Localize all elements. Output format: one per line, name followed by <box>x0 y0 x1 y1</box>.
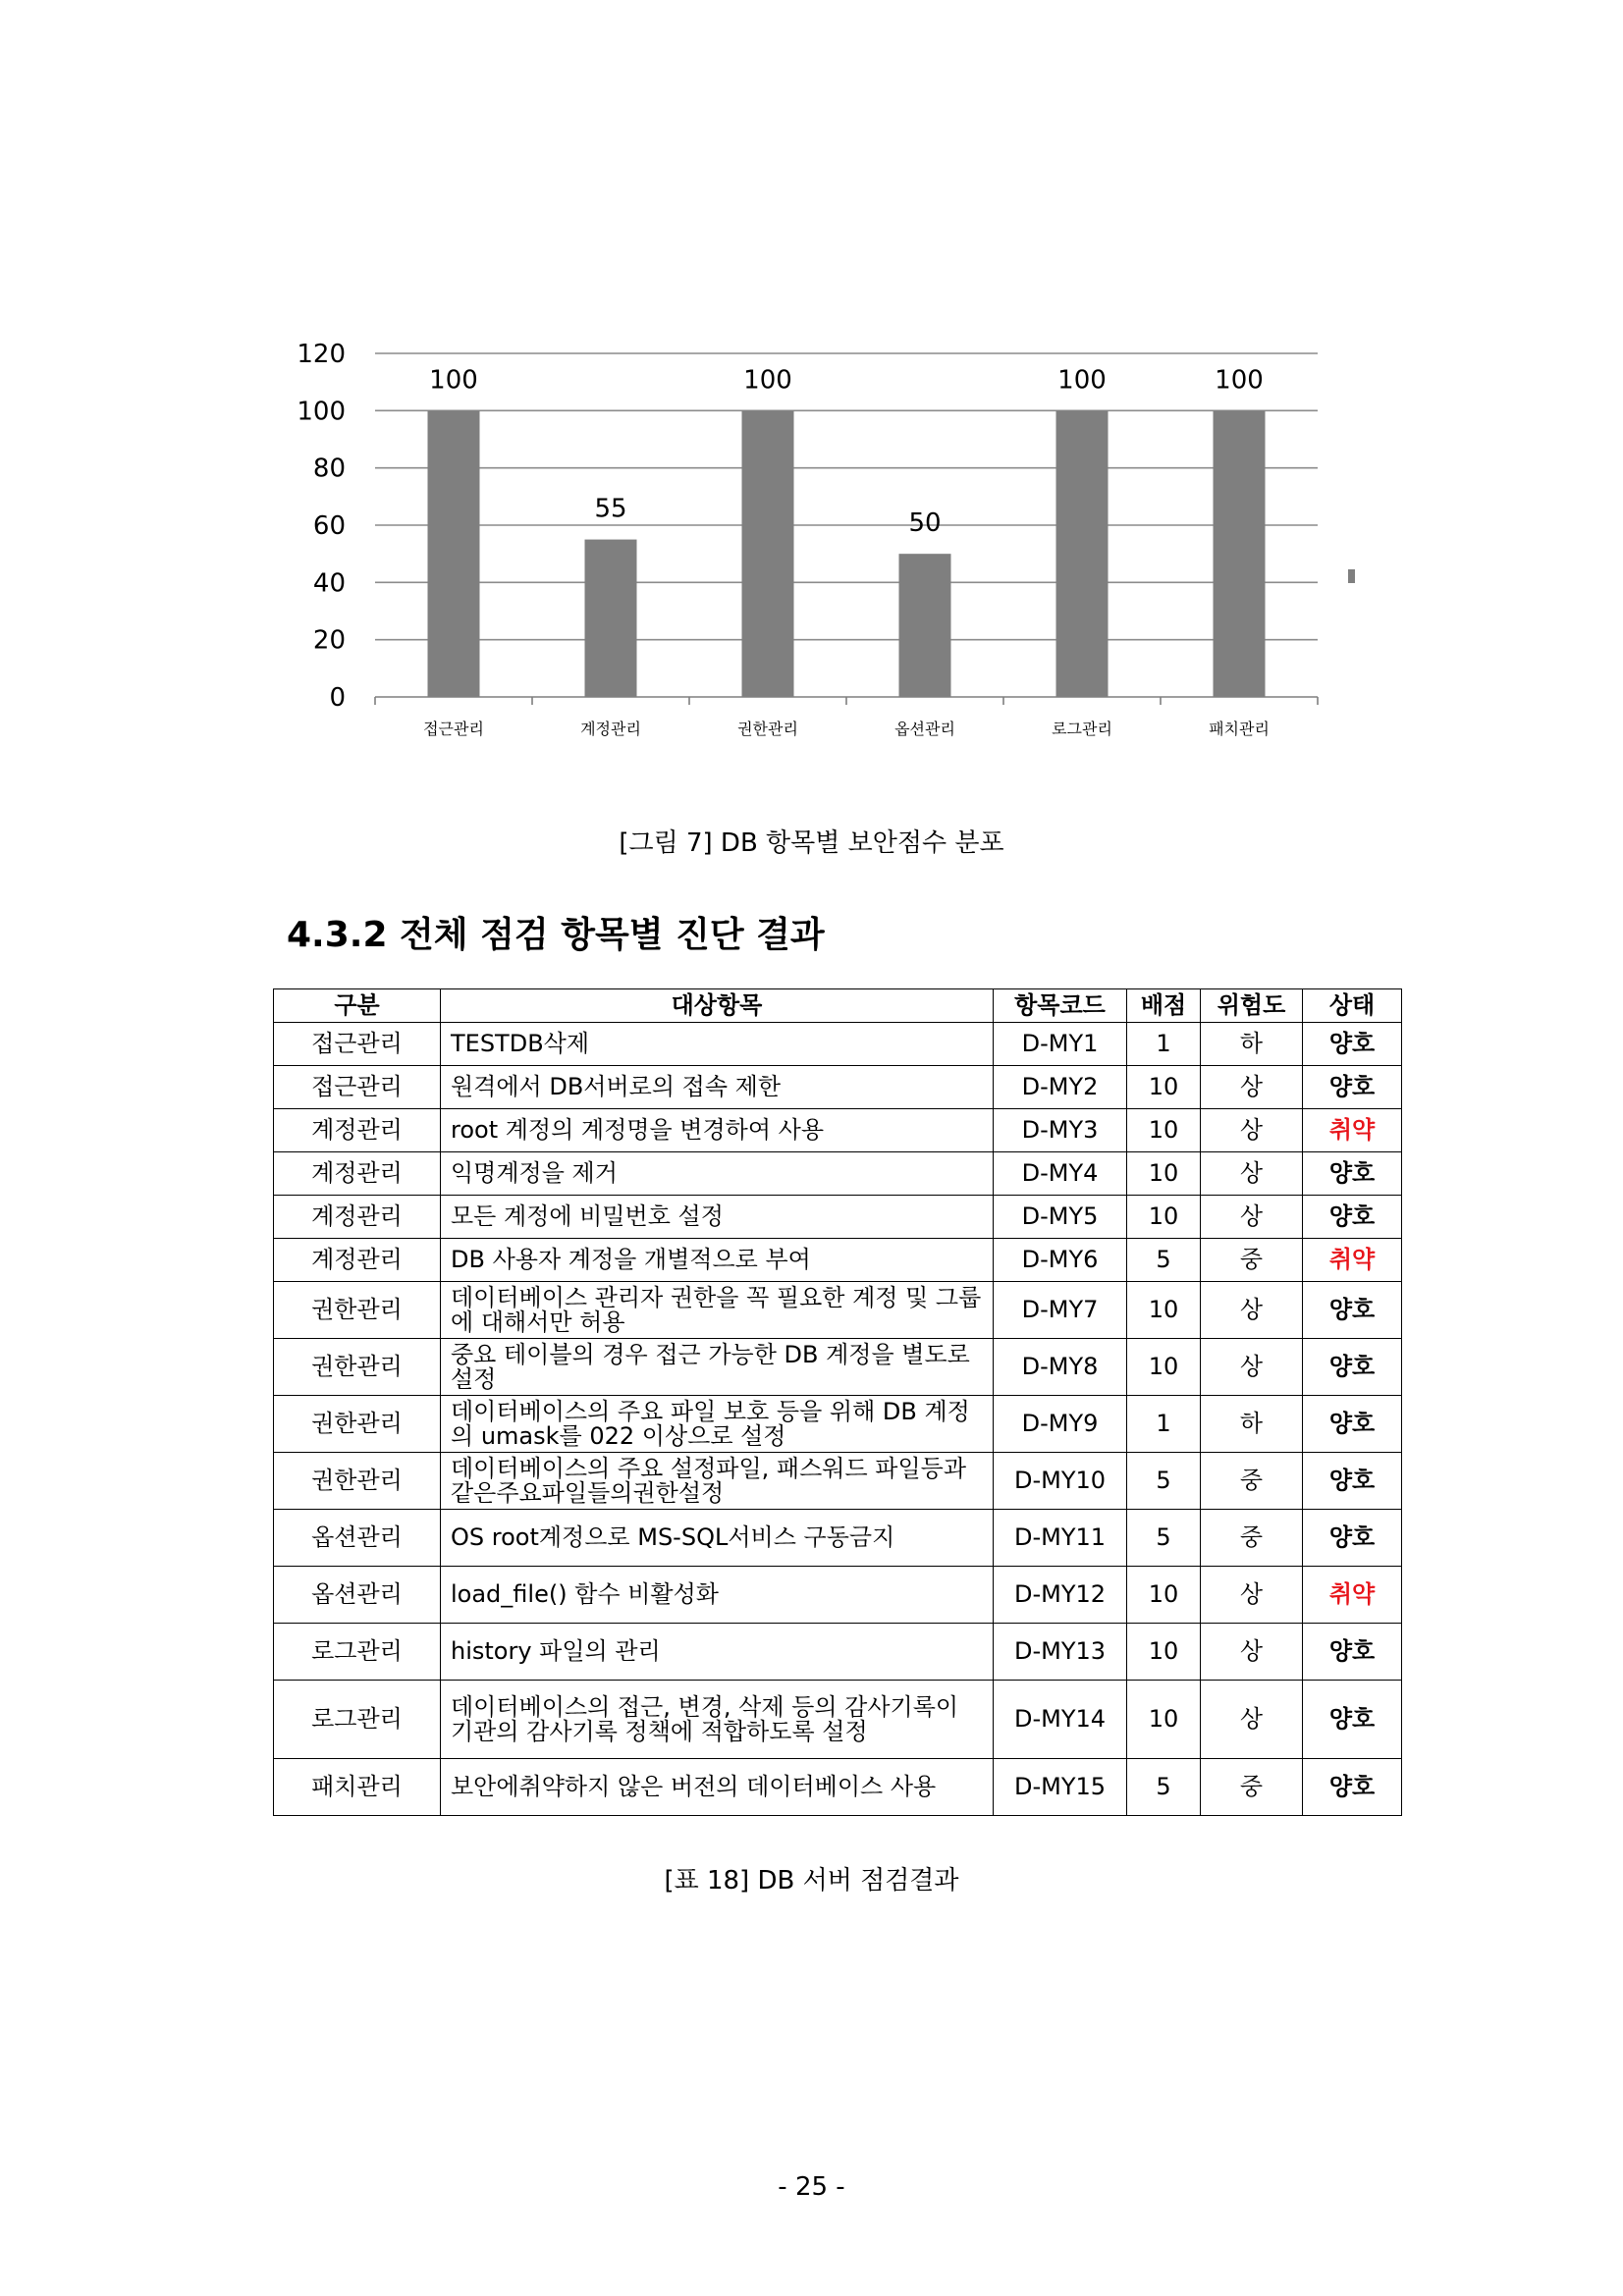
table-row <box>274 1681 1402 1759</box>
cell-score: 5 <box>1127 1759 1201 1816</box>
results-table <box>273 988 1402 1816</box>
cell-category: 접근관리 <box>274 1066 441 1109</box>
bar <box>1056 410 1109 697</box>
cell-code: D-MY14 <box>994 1681 1127 1759</box>
cell-code: D-MY11 <box>994 1510 1127 1567</box>
cell-category: 접근관리 <box>274 1023 441 1066</box>
table-row <box>274 1152 1402 1196</box>
cell-score: 10 <box>1127 1196 1201 1239</box>
table-row <box>274 1196 1402 1239</box>
table-caption: [표 18] DB 서버 점검결과 <box>664 1866 959 1896</box>
cell-risk: 중 <box>1201 1759 1303 1816</box>
cell-status: 양호 <box>1303 1624 1402 1681</box>
legend-marker <box>1348 569 1355 583</box>
cell-risk: 상 <box>1201 1339 1303 1396</box>
cell-risk: 상 <box>1201 1109 1303 1152</box>
cell-risk: 하 <box>1201 1396 1303 1453</box>
table-row <box>274 1023 1402 1066</box>
cell-item: 중요 테이블의 경우 접근 가능한 DB 계정을 별도로설정 <box>441 1339 994 1396</box>
cell-score: 10 <box>1127 1152 1201 1196</box>
bar-chart <box>275 324 1355 756</box>
cell-status: 양호 <box>1303 1453 1402 1510</box>
cell-score: 1 <box>1127 1023 1201 1066</box>
cell-item: root 계정의 계정명을 변경하여 사용 <box>441 1109 994 1152</box>
cell-code: D-MY5 <box>994 1196 1127 1239</box>
cell-code: D-MY15 <box>994 1759 1127 1816</box>
cell-risk: 중 <box>1201 1510 1303 1567</box>
table-row <box>274 1239 1402 1282</box>
cell-category: 패치관리 <box>274 1759 441 1816</box>
y-tick-label: 100 <box>297 397 346 427</box>
header-risk: 위험도 <box>1201 989 1303 1023</box>
cell-risk: 상 <box>1201 1282 1303 1339</box>
y-tick-label: 60 <box>312 511 346 541</box>
cell-item: TESTDB삭제 <box>441 1023 994 1066</box>
cell-status: 취약 <box>1303 1109 1402 1152</box>
cell-item: 데이터베이스 관리자 권한을 꼭 필요한 계정 및 그룹에 대해서만 허용 <box>441 1282 994 1339</box>
cell-risk: 상 <box>1201 1567 1303 1624</box>
cell-code: D-MY2 <box>994 1066 1127 1109</box>
cell-code: D-MY12 <box>994 1567 1127 1624</box>
header-status: 상태 <box>1303 989 1402 1023</box>
y-tick-label: 40 <box>312 568 346 599</box>
cell-code: D-MY8 <box>994 1339 1127 1396</box>
cell-item: DB 사용자 계정을 개별적으로 부여 <box>441 1239 994 1282</box>
bar <box>899 554 951 697</box>
cell-code: D-MY13 <box>994 1624 1127 1681</box>
bar <box>1214 410 1266 697</box>
table-row <box>274 1453 1402 1510</box>
data-label: 100 <box>743 365 792 396</box>
cell-code: D-MY10 <box>994 1453 1127 1510</box>
cell-item: load_file() 함수 비활성화 <box>441 1567 994 1624</box>
cell-score: 10 <box>1127 1567 1201 1624</box>
cell-risk: 상 <box>1201 1681 1303 1759</box>
cell-status: 양호 <box>1303 1396 1402 1453</box>
cell-item: 원격에서 DB서버로의 접속 제한 <box>441 1066 994 1109</box>
table-row <box>274 1109 1402 1152</box>
cell-status: 취약 <box>1303 1239 1402 1282</box>
bar <box>428 410 480 697</box>
cell-item: 데이터베이스의 접근, 변경, 삭제 등의 감사기록이 기관의 감사기록 정책에 적합하도록 설정 <box>441 1681 994 1759</box>
cell-score: 10 <box>1127 1109 1201 1152</box>
cell-score: 10 <box>1127 1066 1201 1109</box>
cell-status: 양호 <box>1303 1152 1402 1196</box>
cell-category: 계정관리 <box>274 1196 441 1239</box>
cell-status: 양호 <box>1303 1023 1402 1066</box>
cell-category: 권한관리 <box>274 1339 441 1396</box>
bar <box>585 540 637 697</box>
table-row <box>274 1339 1402 1396</box>
cell-status: 양호 <box>1303 1759 1402 1816</box>
cell-category: 권한관리 <box>274 1396 441 1453</box>
table-row <box>274 1759 1402 1816</box>
data-label: 55 <box>594 494 627 524</box>
y-tick-label: 120 <box>297 340 346 369</box>
table-row <box>274 1567 1402 1624</box>
y-tick-label: 0 <box>329 683 346 713</box>
page-number: - 25 - <box>778 2172 845 2202</box>
category-label: 로그관리 <box>1052 720 1112 738</box>
data-label: 50 <box>908 508 942 539</box>
cell-category: 옵션관리 <box>274 1510 441 1567</box>
table-row <box>274 1624 1402 1681</box>
cell-status: 양호 <box>1303 1066 1402 1109</box>
header-score: 배점 <box>1127 989 1201 1023</box>
cell-code: D-MY3 <box>994 1109 1127 1152</box>
cell-score: 10 <box>1127 1624 1201 1681</box>
cell-risk: 상 <box>1201 1066 1303 1109</box>
category-label: 옵션관리 <box>894 720 955 738</box>
table-header-row <box>274 989 1402 1023</box>
cell-code: D-MY6 <box>994 1239 1127 1282</box>
section-title: 4.3.2 전체 점검 항목별 진단 결과 <box>287 915 825 955</box>
data-label: 100 <box>1215 365 1264 396</box>
cell-score: 10 <box>1127 1681 1201 1759</box>
cell-item: OS root계정으로 MS-SQL서비스 구동금지 <box>441 1510 994 1567</box>
cell-category: 권한관리 <box>274 1282 441 1339</box>
cell-score: 5 <box>1127 1510 1201 1567</box>
cell-risk: 상 <box>1201 1196 1303 1239</box>
header-category: 구분 <box>274 989 441 1023</box>
table-row <box>274 1282 1402 1339</box>
cell-score: 5 <box>1127 1239 1201 1282</box>
bar <box>742 410 794 697</box>
category-label: 계정관리 <box>580 720 641 738</box>
cell-category: 옵션관리 <box>274 1567 441 1624</box>
table-row <box>274 1396 1402 1453</box>
category-label: 권한관리 <box>737 720 798 738</box>
data-label: 100 <box>1057 365 1107 396</box>
y-tick-label: 80 <box>312 454 346 484</box>
table-row <box>274 1066 1402 1109</box>
category-label: 접근관리 <box>423 720 484 738</box>
cell-score: 10 <box>1127 1282 1201 1339</box>
cell-item: 모든 계정에 비밀번호 설정 <box>441 1196 994 1239</box>
figure-caption: [그림 7] DB 항목별 보안점수 분포 <box>619 828 1004 858</box>
cell-status: 취약 <box>1303 1567 1402 1624</box>
cell-code: D-MY7 <box>994 1282 1127 1339</box>
cell-status: 양호 <box>1303 1196 1402 1239</box>
cell-category: 로그관리 <box>274 1624 441 1681</box>
cell-code: D-MY1 <box>994 1023 1127 1066</box>
cell-category: 계정관리 <box>274 1239 441 1282</box>
cell-item: history 파일의 관리 <box>441 1624 994 1681</box>
cell-risk: 중 <box>1201 1453 1303 1510</box>
cell-risk: 상 <box>1201 1624 1303 1681</box>
cell-risk: 상 <box>1201 1152 1303 1196</box>
cell-code: D-MY4 <box>994 1152 1127 1196</box>
header-code: 항목코드 <box>994 989 1127 1023</box>
cell-score: 5 <box>1127 1453 1201 1510</box>
cell-status: 양호 <box>1303 1510 1402 1567</box>
cell-score: 1 <box>1127 1396 1201 1453</box>
cell-category: 로그관리 <box>274 1681 441 1759</box>
cell-item: 익명계정을 제거 <box>441 1152 994 1196</box>
cell-status: 양호 <box>1303 1282 1402 1339</box>
cell-item: 데이터베이스의 주요 파일 보호 등을 위해 DB 계정의 umask를 022 이상으로 설정 <box>441 1396 994 1453</box>
cell-code: D-MY9 <box>994 1396 1127 1453</box>
category-label: 패치관리 <box>1209 720 1270 738</box>
header-item: 대상항목 <box>441 989 994 1023</box>
cell-status: 양호 <box>1303 1339 1402 1396</box>
cell-item: 보안에취약하지 않은 버전의 데이터베이스 사용 <box>441 1759 994 1816</box>
cell-status: 양호 <box>1303 1681 1402 1759</box>
table-row <box>274 1510 1402 1567</box>
cell-risk: 하 <box>1201 1023 1303 1066</box>
cell-category: 계정관리 <box>274 1152 441 1196</box>
cell-item: 데이터베이스의 주요 설정파일, 패스워드 파일등과같은주요파일들의권한설정 <box>441 1453 994 1510</box>
cell-category: 권한관리 <box>274 1453 441 1510</box>
cell-risk: 중 <box>1201 1239 1303 1282</box>
y-tick-label: 20 <box>312 625 346 656</box>
cell-category: 계정관리 <box>274 1109 441 1152</box>
data-label: 100 <box>429 365 478 396</box>
cell-score: 10 <box>1127 1339 1201 1396</box>
